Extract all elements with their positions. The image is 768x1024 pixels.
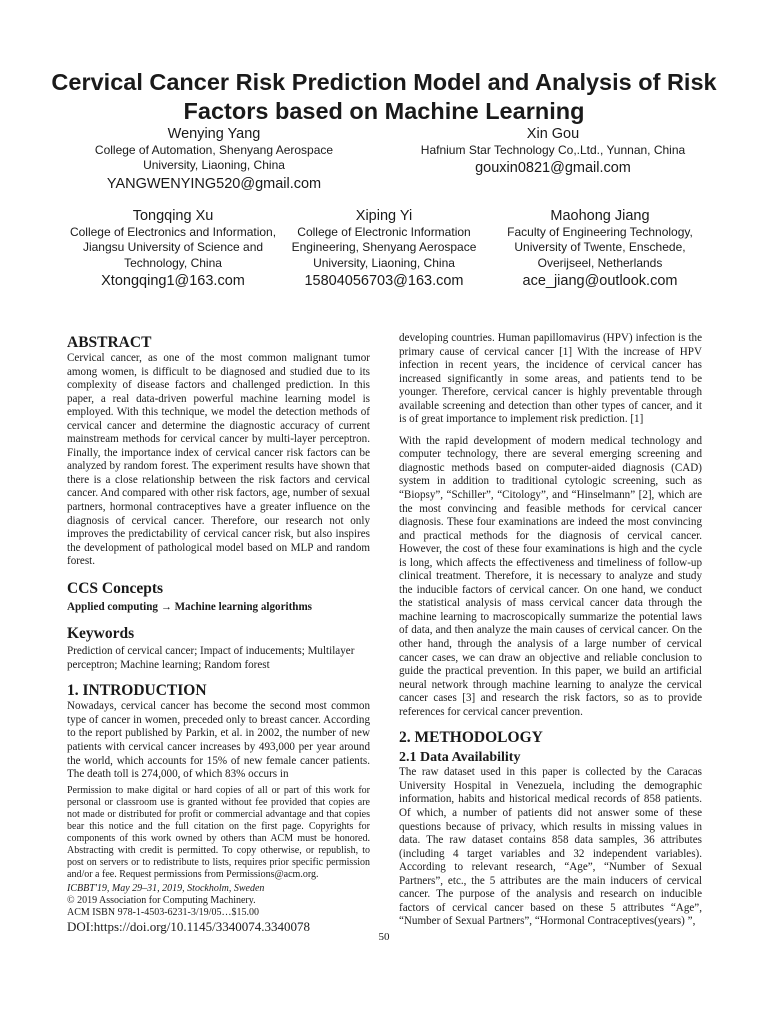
author-email: gouxin0821@gmail.com xyxy=(475,160,631,177)
author-affiliation: College of Automation, Shenyang Aerospace University, Liaoning, China xyxy=(94,143,334,173)
author-name: Xin Gou xyxy=(526,126,580,142)
author-block xyxy=(80,125,348,193)
author-name: Tongqing Xu xyxy=(132,208,214,224)
permission-notice: Permission to make digital or hard copies of all or part of this work for personal or classroom use is granted without fee provided that copies are not made or distributed for profit or commercial advantage and that copies bear this notice and the full citation on the first page. Copyrights for components of this work owned by others than ACM must be honored. Abstracting with credit is permitted. To copy otherwise, or republish, to post on servers or to redistribute to lists, requires prior specific permission and/or a fee. Request permissions from Permissions@acm.org. xyxy=(67,784,370,880)
author-email: Xtongqing1@163.com xyxy=(101,272,245,289)
intro-paragraph: Nowadays, cervical cancer has become the second most common type of cancer in women, preceded only to breast cancer. According to the report published by Parkin, et al. in 2002, the number of new patients with cervical cancer increases by 493,000 per year around the world, which accounts for 15% of new female cancer patients. The death toll is 274,000, of which 83% occurs in xyxy=(67,700,370,781)
author-block xyxy=(402,125,704,177)
paper-title: Cervical Cancer Risk Prediction Model and Analysis of Risk Factors based on Machine Learning xyxy=(51,69,717,124)
isbn-line: ACM ISBN 978-1-4503-6231-3/19/05…$15.00 xyxy=(67,906,259,918)
intro-heading: 1. INTRODUCTION xyxy=(67,682,207,700)
ccs-heading: CCS Concepts xyxy=(67,579,164,597)
author-name: Maohong Jiang xyxy=(550,208,650,224)
right-column xyxy=(399,332,702,929)
data-availability-heading: 2.1 Data Availability xyxy=(399,750,521,766)
doi-link[interactable]: DOI:https://doi.org/10.1145/3340074.3340078 xyxy=(67,918,311,934)
author-name: Xiping Yi xyxy=(355,208,413,224)
author-block xyxy=(68,207,278,290)
intro-paragraph: With the rapid development of modern medical technology and computer technology, there are several emerging screening and diagnostic methods based on computer-aided diagnosis (CAD) system in addition to traditional cytologic screening, such as “Biopsy”, “Schiller”, “Citology”, and “Hinselmann” [2], which are the most convincing and feasible methods for cervical cancer diagnosis. These four examinations are indeed the most convincing and practical methods for the diagnosis of cervical cancer. However, the cost of these four examinations is high and the cycle is long, which affects the effectiveness and timeliness of follow-up clinical treatment. Therefore, it is necessary to analyze and study the inducible factors of cervical cancer. On one hand, we conduct the statistical analysis of mass cervical cancer data through the machine learning to macroscopically summarize the potential laws of data, and then analyze the main causes of cervical cancer. On the other hand, through the analysis of a large number of cervical cancer cases, we can draw an objective and reliable conclusion to guide the practical prevention. In this paper, we build an artificial neural network through machine learning to analyze the cervical cancer cases [3] and research the risk factors, so as to provide references for cervical cancer prevention. xyxy=(399,434,702,718)
author-email: ace_jiang@outlook.com xyxy=(522,272,678,289)
conference-info: ICBBT'19, May 29–31, 2019, Stockholm, Sweden xyxy=(67,882,265,894)
abstract-text: Cervical cancer, as one of the most common malignant tumor among women, is difficult to be diagnosed and studied due to its complexity of disease factors and challenged prediction. In this paper, a real data-driven powerful machine learning model is employed. With this technique, we model the detection methods of cervical cancer and determine the diagnostic accuracy of current mainstream methods for cervical cancer by multi-layer perceptron. Finally, the importance index of cervical cancer risk factors can be analyzed by random forest. The experiment results have shown that there is a close relationship between the risk factors and cervical cancer. And compared with other risk factors, age, number of sexual partners, hormonal contraceptives have a greater influence on the diagnosis of cervical cancer. Therefore, our research not only improves the predictability of cervical cancer risk, but also inspires the development of pathological model based on MLP and random forest. xyxy=(67,352,370,568)
author-affiliation: College of Electronics and Information, Jiangsu University of Science and Technology, China xyxy=(69,225,277,270)
intro-paragraph-continued: developing countries. Human papillomavirus (HPV) infection is the primary cause of cervical cancer [1] With the increase of HPV infection in recent years, the incidence of cervical cancer has increased significantly in some areas, and patients tend to be younger. Therefore, cervical cancer is highly preventable through available screening and detection than other types of cancer, and it is of great importance to implement risk prediction. [1] xyxy=(399,332,702,426)
author-block xyxy=(286,207,482,290)
author-affiliation: Hafnium Star Technology Co,.Ltd., Yunnan, China xyxy=(420,143,686,157)
author-name: Wenying Yang xyxy=(167,126,261,142)
methodology-heading: 2. METHODOLOGY xyxy=(399,729,543,747)
keywords-text: Prediction of cervical cancer; Impact of inducements; Multilayer perceptron; Machine learning; Random forest xyxy=(67,645,355,671)
data-availability-text: The raw dataset used in this paper is collected by the Caracas University Hospital in Venezuela, including the demographic information, habits and historical medical records of 858 patients. Of which, a number of patients did not answer some of these questions because of privacy, which results in missing values in data. The raw dataset contains 858 data samples, 36 attributes (including 4 target variables and 32 independent variables). According to relevant research, “Age”, “Number of Sexual Partners”, etc., the 5 attributes are the main inducers of cervical cancer. The purpose of the analysis and research on inducible factors of cervical cancer based on these 5 attributes “Age”, “Number of Sexual Partners”, “Hormonal Contraceptives(years) ”, xyxy=(399,766,702,928)
author-email: 15804056703@163.com xyxy=(304,272,464,289)
author-affiliation: Faculty of Engineering Technology, University of Twente, Enschede, Overijseel, Netherlands xyxy=(507,225,693,270)
ccs-text: Applied computing → Machine learning algorithms xyxy=(67,600,312,613)
author-affiliation: College of Electronic Information Engineering, Shenyang Aerospace University, Liaoning, China xyxy=(291,225,477,270)
page-number: 50 xyxy=(378,931,390,943)
left-column xyxy=(67,333,370,935)
abstract-heading: ABSTRACT xyxy=(67,334,152,351)
copyright-line: © 2019 Association for Computing Machinery. xyxy=(67,894,256,906)
author-email: YANGWENYING520@gmail.com xyxy=(106,175,322,192)
keywords-heading: Keywords xyxy=(67,625,135,643)
author-block xyxy=(505,207,695,290)
